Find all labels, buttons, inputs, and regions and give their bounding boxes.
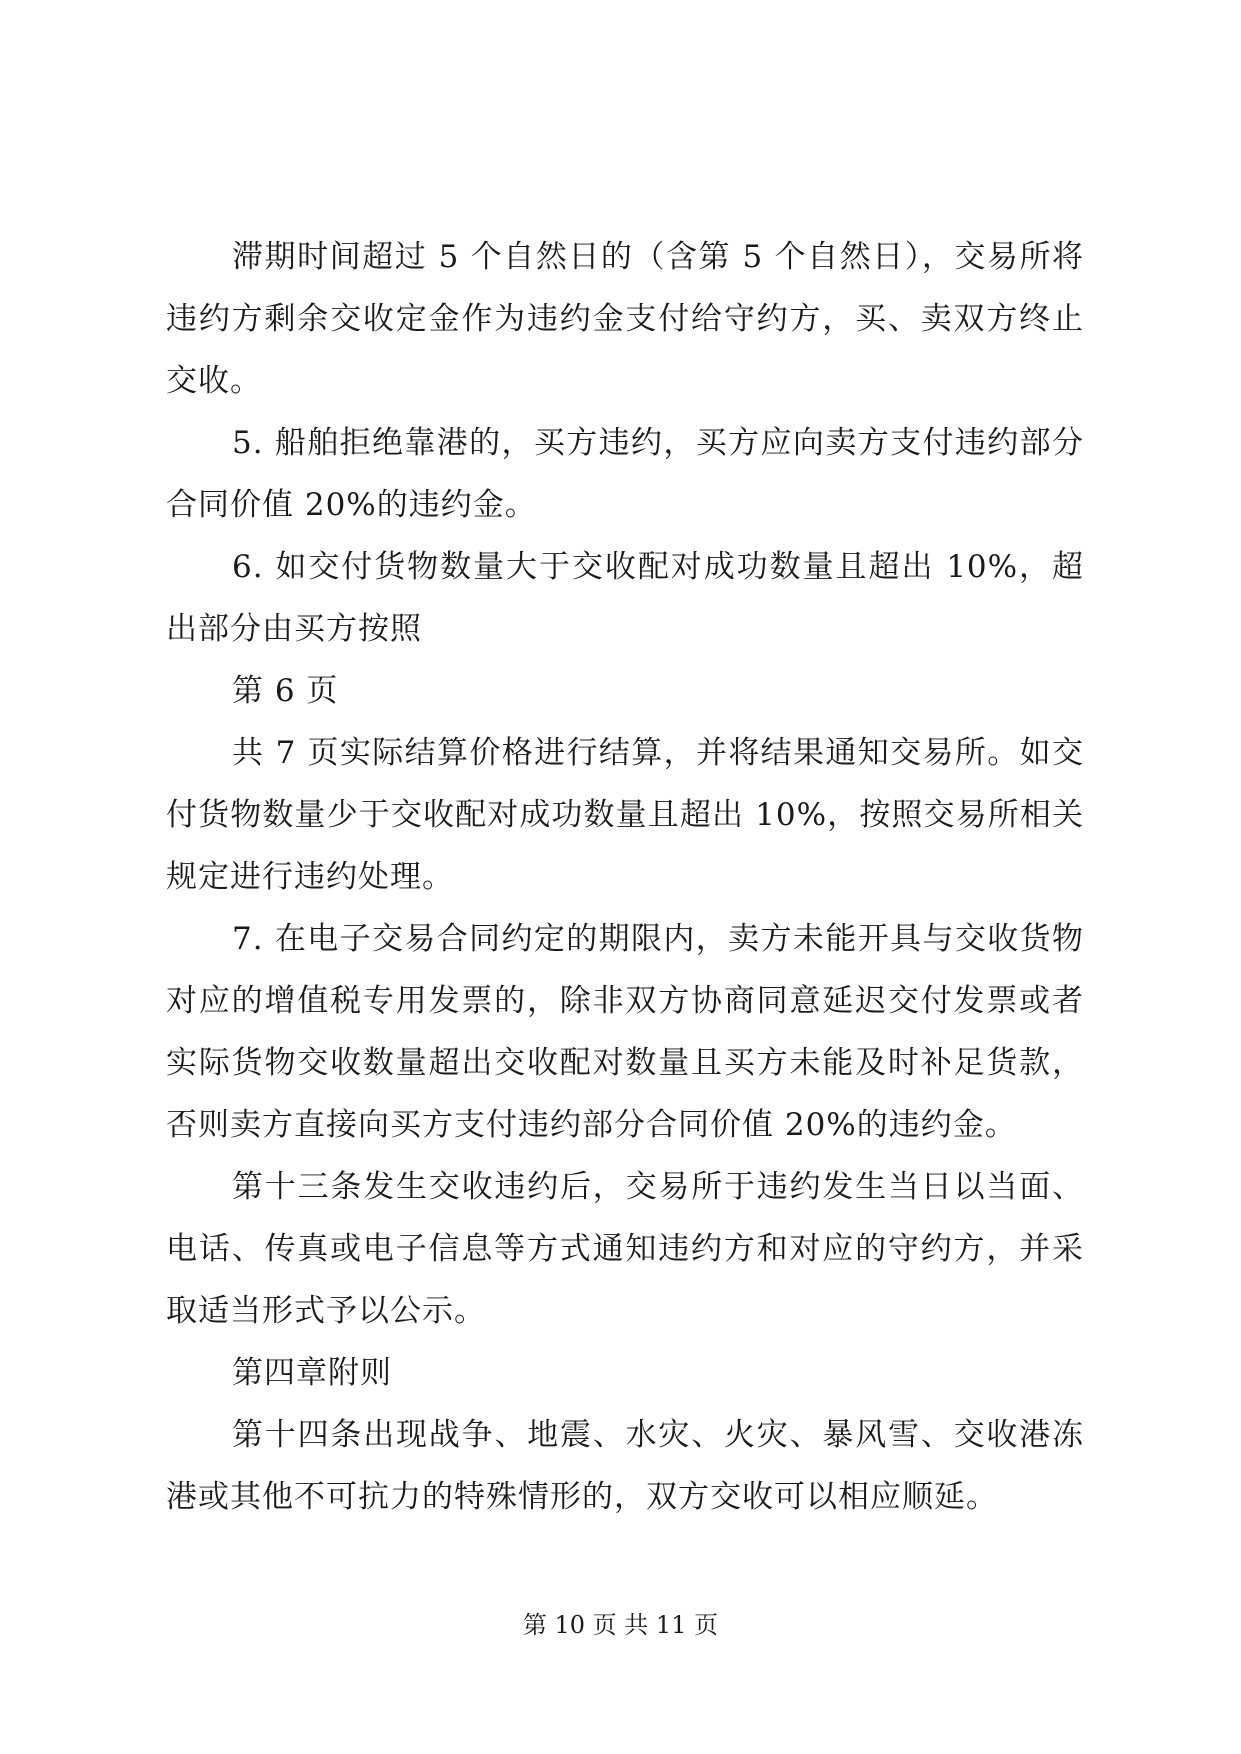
paragraph-article-13: 第十三条发生交收违约后，交易所于违约发生当日以当面、电话、传真或电子信息等方式通知违约方和对应的守约方，并采取适当形式予以公示。 bbox=[166, 1169, 1084, 1329]
paragraph-item-5: 5. 船舶拒绝靠港的，买方违约，买方应向卖方支付违约部分合同价值 20%的违约金。 bbox=[166, 425, 1084, 523]
chapter-heading: 第四章附则 bbox=[232, 1355, 392, 1391]
paragraph-demurrage: 滞期时间超过 5 个自然日的（含第 5 个自然日），交易所将违约方剩余交收定金作为违约金支付给守约方，买、卖双方终止交收。 bbox=[166, 239, 1084, 399]
paragraph-item-7: 7. 在电子交易合同约定的期限内，卖方未能开具与交收货物对应的增值税专用发票的，除非双方协商同意延迟交付发票或者实际货物交收数量超出交收配对数量且买方未能及时补足货款，否则卖方直接向买方支付违约部分合同价值 20%的违约金。 bbox=[166, 921, 1084, 1143]
paragraph-page-marker: 第 6 页 bbox=[232, 673, 339, 709]
page-footer: 第 10 页 共 11 页 bbox=[522, 1611, 719, 1639]
paragraph-settlement: 共 7 页实际结算价格进行结算，并将结果通知交易所。如交付货物数量少于交收配对成功数量且超出 10%，按照交易所相关规定进行违约处理。 bbox=[166, 735, 1084, 895]
document-body bbox=[166, 226, 1084, 1528]
paragraph-item-6: 6. 如交付货物数量大于交收配对成功数量且超出 10%，超出部分由买方按照 bbox=[166, 549, 1084, 647]
paragraph-article-14: 第十四条出现战争、地震、水灾、火灾、暴风雪、交收港冻港或其他不可抗力的特殊情形的，双方交收可以相应顺延。 bbox=[166, 1417, 1084, 1515]
